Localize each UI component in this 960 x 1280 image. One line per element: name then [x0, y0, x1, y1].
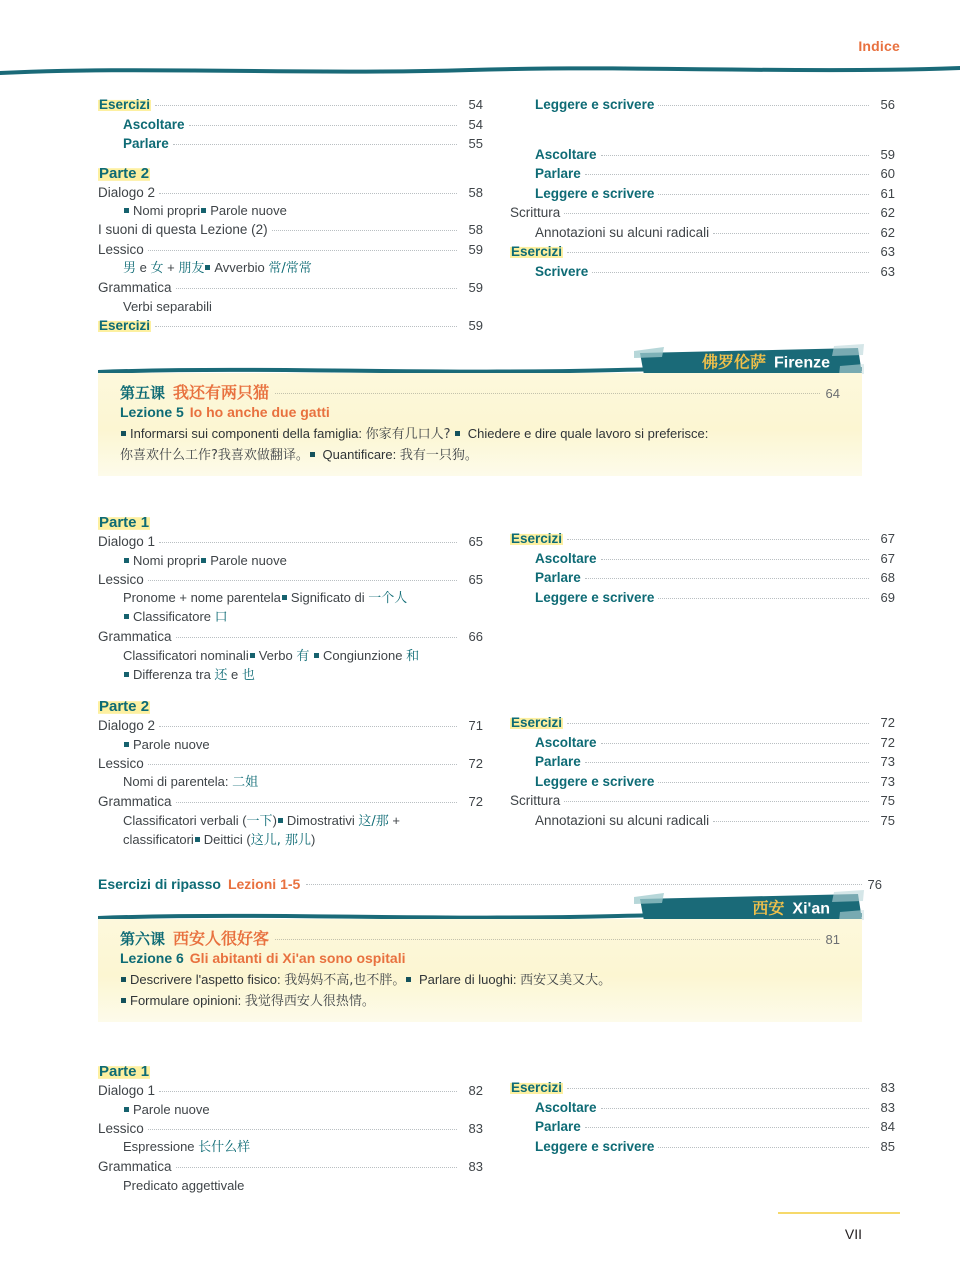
- lesson5-banner-italian: Firenze: [773, 354, 830, 372]
- toc-entry[interactable]: [535, 1137, 895, 1157]
- leader-dots: [148, 249, 457, 251]
- toc-entry-label: Esercizi: [511, 715, 563, 730]
- toc-entry-label: Dialogo 2: [98, 184, 156, 200]
- toc-entry-label: Esercizi: [511, 1080, 563, 1095]
- leader-dots: [585, 761, 869, 763]
- toc-entry[interactable]: [510, 242, 895, 262]
- parte-heading: [98, 165, 483, 182]
- toc-entry-page: 84: [880, 1119, 895, 1134]
- toc-sub-line: Verbi separabili: [123, 298, 212, 314]
- toc-entry[interactable]: [510, 529, 895, 549]
- toc-entry-page: 61: [880, 185, 895, 201]
- header-brush-rule: [0, 60, 960, 78]
- toc-entry-page: 72: [468, 794, 483, 809]
- lesson5-parte1-right: [483, 503, 895, 685]
- leader-dots: [176, 636, 457, 638]
- toc-entry-page: 69: [880, 589, 895, 605]
- toc-entry-page: 65: [468, 534, 483, 549]
- toc-entry-page: 67: [880, 531, 895, 546]
- leader-dots: [585, 577, 869, 579]
- toc-entry-page: 83: [468, 1159, 483, 1174]
- ripasso-lessons: Lezioni 1-5: [227, 876, 301, 892]
- leader-dots: [159, 192, 457, 194]
- toc-entry-page: 83: [468, 1120, 483, 1136]
- lesson6-banner-chinese: 西安: [752, 898, 785, 918]
- toc-sub-line: 男 e 女 + 朋友 Avverbio 常/常常: [123, 260, 312, 276]
- toc-entry-page: 72: [468, 755, 483, 771]
- leader-dots: [176, 287, 457, 289]
- leader-dots: [159, 725, 457, 727]
- toc-entry-label: Scrittura: [510, 205, 561, 220]
- toc-entry[interactable]: [535, 262, 895, 282]
- toc-entry-page: 65: [468, 571, 483, 587]
- toc-entry-label: Lessico: [98, 241, 144, 257]
- toc-entry[interactable]: [535, 1098, 895, 1118]
- toc-sub-line: Parole nuove: [123, 736, 483, 754]
- toc-entry-label: Leggere e scrivere: [535, 97, 655, 112]
- toc-entry-page: 63: [880, 263, 895, 279]
- ripasso-label: Esercizi di ripasso: [98, 876, 221, 892]
- toc-entry-page: 62: [880, 224, 895, 240]
- lesson6-subtitle-row: [120, 950, 840, 966]
- toc-entry-page: 75: [880, 812, 895, 828]
- toc-entry-page: 56: [880, 97, 895, 112]
- lesson5-lezione-title: Io ho anche due gatti: [189, 404, 330, 420]
- lesson5-parte2-left: [0, 687, 483, 850]
- toc-entry-label: Parlare: [123, 136, 169, 151]
- toc-entry-page: 55: [468, 136, 483, 151]
- toc-entry-label: Annotazioni su alcuni radicali: [535, 224, 710, 240]
- toc-entry[interactable]: [98, 627, 483, 647]
- toc-entry-label: Dialogo 1: [98, 534, 156, 549]
- lesson6-parte1: [0, 1052, 960, 1195]
- lesson5-parte1: [0, 503, 960, 685]
- leader-dots: [173, 143, 457, 145]
- lesson5-parte2-right: [483, 687, 895, 850]
- toc-entry-page: 75: [880, 793, 895, 808]
- leader-dots: [176, 1166, 457, 1168]
- lesson6-parte1-right: [483, 1052, 895, 1195]
- toc-entry-label: Leggere e scrivere: [535, 1138, 655, 1154]
- toc-entry-label: Esercizi: [99, 317, 151, 333]
- toc-entry-label: Lessico: [98, 755, 144, 771]
- toc-entry-page: 54: [468, 116, 483, 132]
- lesson-block-5: [98, 352, 862, 476]
- toc-entry-label: Esercizi: [511, 244, 563, 259]
- footer-rule: [778, 1212, 900, 1215]
- leader-dots: [601, 154, 869, 156]
- toc-entry-label: Annotazioni su alcuni radicali: [535, 812, 710, 828]
- toc-entry-page: 60: [880, 166, 895, 181]
- toc-entry[interactable]: [98, 240, 483, 260]
- lesson5-objectives: Informarsi sui componenti della famiglia: 你家有几口人? Chiedere e dire quale lavoro si preferisce: 你喜欢什么工作?我喜欢做翻译。 Quantificare: 我有一只狗。: [120, 426, 709, 463]
- toc-column-right-top: [483, 95, 895, 335]
- leader-dots: [713, 232, 869, 234]
- footer-page-number: VII: [844, 1226, 862, 1242]
- leader-dots: [567, 1087, 869, 1089]
- ripasso-page-number: 76: [867, 877, 882, 892]
- lesson5-header-body: [98, 373, 862, 476]
- parte-heading: Parte 1: [99, 1063, 150, 1080]
- leader-dots: [275, 938, 820, 940]
- lesson5-page-number: 64: [825, 386, 840, 401]
- lesson6-objectives: Descrivere l'aspetto fisico: 我妈妈不高,也不胖。 Parlare di luoghi: 西安又美又大。 Formulare opinioni: 我觉得西安人很热情。: [120, 970, 840, 1012]
- toc-entry-page: 59: [880, 146, 895, 162]
- toc-entry-label: Ascoltare: [535, 734, 597, 750]
- toc-entry-label: Parlare: [535, 570, 581, 585]
- toc-entry-page: 83: [880, 1080, 895, 1095]
- leader-dots: [658, 597, 869, 599]
- toc-entry[interactable]: [535, 145, 895, 165]
- leader-dots: [585, 1126, 869, 1128]
- toc-entry[interactable]: [535, 588, 895, 608]
- toc-sub-line: Nomi propri Parole nuove: [123, 202, 483, 220]
- toc-entry[interactable]: [98, 570, 483, 590]
- lesson5-banner-text: [702, 350, 830, 373]
- toc-entry-page: 71: [468, 718, 483, 733]
- leader-dots: [567, 538, 869, 540]
- lesson5-lezione-label: Lezione 5: [120, 404, 184, 420]
- lesson5-parte1-left: [0, 503, 483, 685]
- toc-entry[interactable]: [98, 1081, 483, 1101]
- toc-sub-line: Classificatori verbali (一下) Dimostrativi 这/那 + classificatori Deittici (这儿, 那儿): [123, 812, 401, 848]
- lesson-block-6: [98, 898, 862, 1022]
- toc-entry-page: 67: [880, 550, 895, 566]
- leader-dots: [601, 558, 869, 560]
- toc-entry-page: 85: [880, 1138, 895, 1154]
- toc-sub-line: Classificatori nominali Verbo 有 Congiunzione 和 Differenza tra 还 e 也: [123, 647, 420, 683]
- toc-entry-label: Parlare: [535, 166, 581, 181]
- leader-dots: [658, 1146, 869, 1148]
- leader-dots: [601, 742, 869, 744]
- lesson6-parte1-left: [0, 1052, 483, 1195]
- toc-entry[interactable]: [98, 316, 483, 336]
- toc-entry[interactable]: [535, 223, 895, 243]
- toc-entry[interactable]: [535, 95, 895, 115]
- lesson6-lezione-title: Gli abitanti di Xi'an sono ospitali: [189, 950, 406, 966]
- toc-sub-line: Espressione 长什么样: [123, 1139, 251, 1155]
- toc-entry-label: Ascoltare: [535, 550, 597, 566]
- leader-dots: [306, 883, 861, 885]
- toc-entry-label: Scrittura: [510, 793, 561, 808]
- toc-sub-line: Nomi propri Parole nuove: [123, 552, 483, 570]
- toc-entry-label: Grammatica: [98, 280, 172, 295]
- leader-dots: [658, 104, 869, 106]
- toc-sub-line: Parole nuove: [123, 1101, 483, 1119]
- toc-entry-page: 58: [468, 222, 483, 237]
- parte-heading: Parte 1: [99, 514, 150, 531]
- leader-dots: [148, 1128, 457, 1130]
- toc-entry[interactable]: [98, 95, 483, 115]
- leader-dots: [176, 801, 457, 803]
- toc-entry-page: 82: [468, 1083, 483, 1098]
- toc-entry[interactable]: [535, 752, 895, 772]
- toc-entry-page: 72: [880, 734, 895, 750]
- leader-dots: [658, 781, 869, 783]
- leader-dots: [155, 325, 457, 327]
- toc-entry-page: 66: [468, 629, 483, 644]
- page-header-title: Indice: [858, 38, 900, 54]
- toc-entry-page: 62: [880, 205, 895, 220]
- toc-column-left-top: [0, 95, 483, 335]
- toc-entry[interactable]: [535, 568, 895, 588]
- toc-entry[interactable]: [535, 772, 895, 792]
- leader-dots: [564, 212, 869, 214]
- toc-entry-page: 59: [468, 317, 483, 333]
- toc-entry-label: Dialogo 1: [98, 1083, 156, 1098]
- leader-dots: [148, 763, 457, 765]
- toc-entry-label: Parlare: [535, 754, 581, 769]
- leader-dots: [148, 579, 457, 581]
- leader-dots: [592, 271, 869, 273]
- lesson6-banner-italian: Xi'an: [792, 900, 830, 918]
- toc-entry[interactable]: [98, 183, 483, 203]
- page-header: [0, 0, 960, 78]
- lesson5-number-chinese: 第五课: [120, 384, 166, 402]
- leader-dots: [585, 173, 869, 175]
- toc-entry-label: Grammatica: [98, 1159, 172, 1174]
- toc-entry-page: 83: [880, 1099, 895, 1115]
- toc-entry-label: Ascoltare: [535, 1099, 597, 1115]
- leader-dots: [189, 124, 457, 126]
- toc-sub-line: Pronome + nome parentela Significato di 一个人 Classificatore 口: [123, 590, 408, 625]
- toc-entry-page: 58: [468, 184, 483, 200]
- toc-entry-label: Grammatica: [98, 794, 172, 809]
- toc-entry[interactable]: [98, 220, 483, 240]
- toc-entry[interactable]: [535, 184, 895, 204]
- leader-dots: [564, 800, 869, 802]
- toc-entry-label: Grammatica: [98, 629, 172, 644]
- lesson5-parte2: [0, 687, 960, 850]
- toc-entry[interactable]: [98, 792, 483, 812]
- leader-dots: [155, 104, 457, 106]
- toc-entry[interactable]: [123, 115, 483, 135]
- toc-entry-label: Dialogo 2: [98, 718, 156, 733]
- lesson5-title-row: [120, 380, 840, 403]
- toc-entry-label: Esercizi: [511, 531, 563, 546]
- toc-entry-page: 73: [880, 754, 895, 769]
- spacer: [510, 125, 895, 135]
- parte-heading: Parte 2: [99, 698, 150, 715]
- toc-sub-line: Nomi di parentela: 二姐: [123, 774, 259, 790]
- toc-entry-label: Parlare: [535, 1119, 581, 1134]
- lesson6-page-number: 81: [825, 932, 840, 947]
- toc-entry-label: Leggere e scrivere: [535, 185, 655, 201]
- parte-heading-label: Parte 2: [99, 164, 150, 182]
- toc-entry[interactable]: [98, 532, 483, 552]
- spacer: [510, 135, 895, 145]
- leader-dots: [658, 193, 869, 195]
- toc-entry[interactable]: [98, 716, 483, 736]
- lesson6-banner-text: [752, 896, 830, 919]
- toc-entry-label: Lessico: [98, 1120, 144, 1136]
- toc-entry-label: Leggere e scrivere: [535, 589, 655, 605]
- lesson5-title-chinese: 我还有两只猫: [173, 383, 270, 402]
- toc-entry[interactable]: [510, 713, 895, 733]
- toc-entry-page: 73: [880, 773, 895, 789]
- toc-entry-label: Leggere e scrivere: [535, 773, 655, 789]
- toc-entry[interactable]: [535, 164, 895, 184]
- toc-entry-page: 59: [468, 280, 483, 295]
- leader-dots: [713, 820, 869, 822]
- leader-dots: [159, 541, 457, 543]
- toc-entry-page: 72: [880, 715, 895, 730]
- leader-dots: [159, 1090, 457, 1092]
- toc-entry-label: Lessico: [98, 571, 144, 587]
- toc-entry[interactable]: [98, 1157, 483, 1177]
- toc-entry[interactable]: [123, 134, 483, 154]
- leader-dots: [275, 392, 820, 394]
- toc-entry-page: 68: [880, 570, 895, 585]
- leader-dots: [272, 229, 457, 231]
- leader-dots: [601, 1107, 869, 1109]
- toc-entry-page: 54: [468, 97, 483, 112]
- toc-entry[interactable]: [535, 549, 895, 569]
- toc-entry-label: Ascoltare: [123, 116, 185, 132]
- leader-dots: [567, 251, 869, 253]
- leader-dots: [567, 722, 869, 724]
- lesson6-title-row: [120, 926, 840, 949]
- toc-entry-label: I suoni di questa Lezione (2): [98, 222, 268, 237]
- toc-entry[interactable]: [510, 203, 895, 223]
- toc-entry-label: Scrivere: [535, 263, 589, 279]
- lesson6-number-chinese: 第六课: [120, 930, 166, 948]
- toc-entry[interactable]: [535, 811, 895, 831]
- toc-entry[interactable]: [510, 791, 895, 811]
- toc-entry-label: Ascoltare: [535, 146, 597, 162]
- toc-sub-line: Predicato aggettivale: [123, 1177, 245, 1193]
- toc-entry-label: Esercizi: [99, 97, 151, 112]
- spacer: [510, 115, 895, 125]
- toc-entry[interactable]: [510, 1078, 895, 1098]
- toc-entry[interactable]: [98, 1119, 483, 1139]
- lesson6-header-body: [98, 919, 862, 1022]
- toc-entry[interactable]: [535, 733, 895, 753]
- toc-entry[interactable]: [535, 1117, 895, 1137]
- toc-entry[interactable]: [98, 278, 483, 298]
- toc-entry-page: 59: [468, 241, 483, 257]
- lesson6-lezione-label: Lezione 6: [120, 950, 184, 966]
- lesson6-title-chinese: 西安人很好客: [173, 929, 270, 948]
- toc-entry[interactable]: [98, 754, 483, 774]
- lesson5-banner-chinese: 佛罗伦萨: [701, 352, 766, 372]
- toc-entry-page: 63: [880, 244, 895, 259]
- lesson5-subtitle-row: [120, 404, 840, 420]
